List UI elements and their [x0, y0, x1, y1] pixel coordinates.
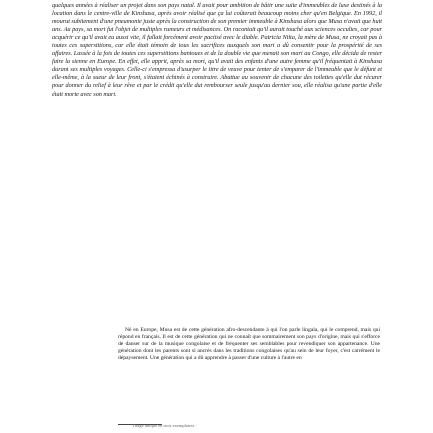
footnote-text: Tirage unique en trois exemplaires ·	[132, 423, 197, 428]
body-passage	[118, 327, 380, 362]
italic-passage	[52, 2, 382, 99]
italic-paragraph: quelques années à réaliser un projet dans son pays natal. Il avait pour ambition de bâtir une suite d'immeubles de luxe destinés à la location dans le centre-ville de Kinshasa, après avoir réalisé que ça lui coûterait beaucoup moins cher qu'en Belgique. En 1992, il mourut subitement d'une pneumonie juste après la construction de son premier immeuble à Kinshasa alors que Musa n'avait que huit ans. Au pays, sa mort fut l'objet de multiples rumeurs et médisances. On racontait qu'il aurait touché aux sciences occultes, car pour acquérir ce qu'il avait eu aussi vite, il fallait forcément avoir pactisé avec le diable. Patricia Ntita, la mère de Musa, ne croyait pas à toutes ces superstitions, car elle était témoin de tous les sacrifices auxquels son mari a dû consentir pour la prospérité de ses affaires. Lassée à la fois de toutes ces superstitions bantoues et de la double vie que menait son mari au Congo, elle décida de rester faire la sienne en Europe. En effet, elle apprit, après sa mort, qu'il avait des enfants d'une autre femme qu'il fréquentait à Kinshasa durant ses multiples voyages. Celle-ci s'empressa d'usurper le titre de veuve pour tenter de s'emparer de l'immeuble que le défunt et elle-même, à la sueur de leur front, s'étaient échinés à construire. Abattue au souvenir de chacune des toilettes qu'elle dut récurer pour donner du relief à leur rêve et par le crédit qu'elle dut rembourser seule jusqu'au dernier sou, elle réalisa qu'une partie d'elle était morte avec son mari.	[52, 2, 382, 98]
body-paragraph: Né en Europe, Musa est de cette génération afro-descendante à qui l'on parle lingala, qui le comprend, mais qui répond en français. Il est de cette génération qui ne connaît que sommairement son pays d'origine, mais qui s'efforce de danser sur de la musique congolaise et de fréquenter ses semblables pour revendiquer son appartenance. Une génération dont les parents sont si ancrés dans les traditions congolaises qu'au sein de leur foyer, c'est carrément le dépaysement. Une génération qui a dû apprendre à passer d'une culture à l'autre en	[118, 327, 380, 362]
